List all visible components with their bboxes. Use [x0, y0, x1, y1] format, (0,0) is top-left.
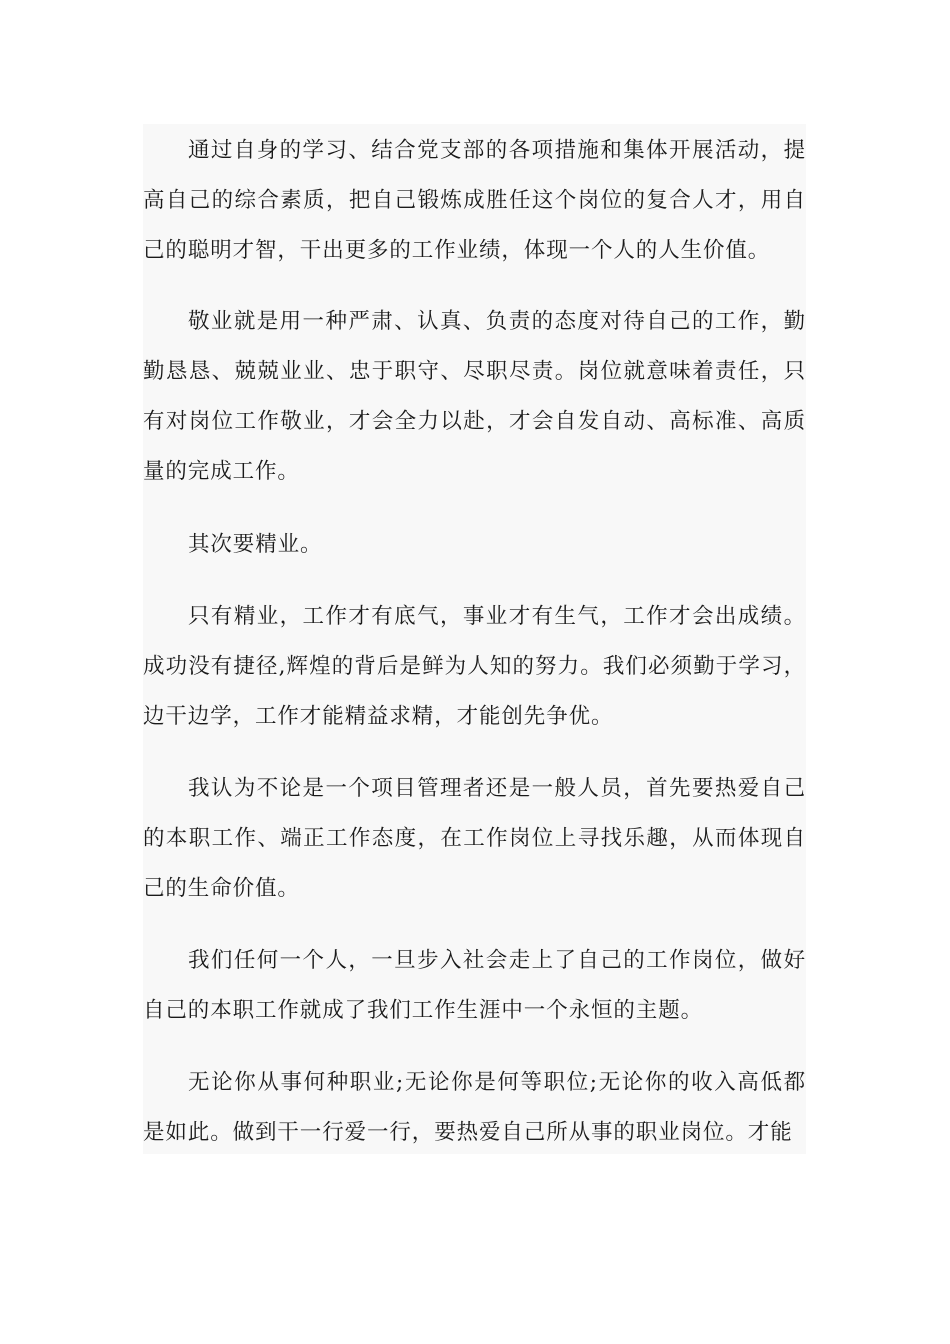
text-block	[143, 124, 806, 1154]
paragraph-1: 通过自身的学习、结合党支部的各项措施和集体开展活动，提高自己的综合素质，把自己锻炼成胜任这个岗位的复合人才，用自己的聪明才智，干出更多的工作业绩，体现一个人的人生价值。	[143, 138, 806, 263]
paragraph-7: 无论你从事何种职业;无论你是何等职位;无论你的收入高低都是如此。做到干一行爱一行，要热爱自己所从事的职业岗位。才能	[143, 1070, 806, 1145]
paragraph-2: 敬业就是用一种严肃、认真、负责的态度对待自己的工作，勤勤恳恳、兢兢业业、忠于职守、尽职尽责。岗位就意味着责任，只有对岗位工作敬业，才会全力以赴，才会自发自动、高标准、高质量的完成工作。	[143, 309, 806, 484]
paragraph-4: 只有精业，工作才有底气，事业才有生气，工作才会出成绩。成功没有捷径,辉煌的背后是鲜为人知的努力。我们必须勤于学习，边干边学，工作才能精益求精，才能创先争优。	[143, 604, 806, 729]
paragraph-5: 我认为不论是一个项目管理者还是一般人员，首先要热爱自己的本职工作、端正工作态度，在工作岗位上寻找乐趣，从而体现自己的生命价值。	[143, 776, 806, 901]
paragraph-6: 我们任何一个人，一旦步入社会走上了自己的工作岗位，做好自己的本职工作就成了我们工作生涯中一个永恒的主题。	[143, 948, 806, 1023]
text-clip-region	[143, 124, 806, 1154]
paragraph-3: 其次要精业。	[188, 532, 323, 557]
